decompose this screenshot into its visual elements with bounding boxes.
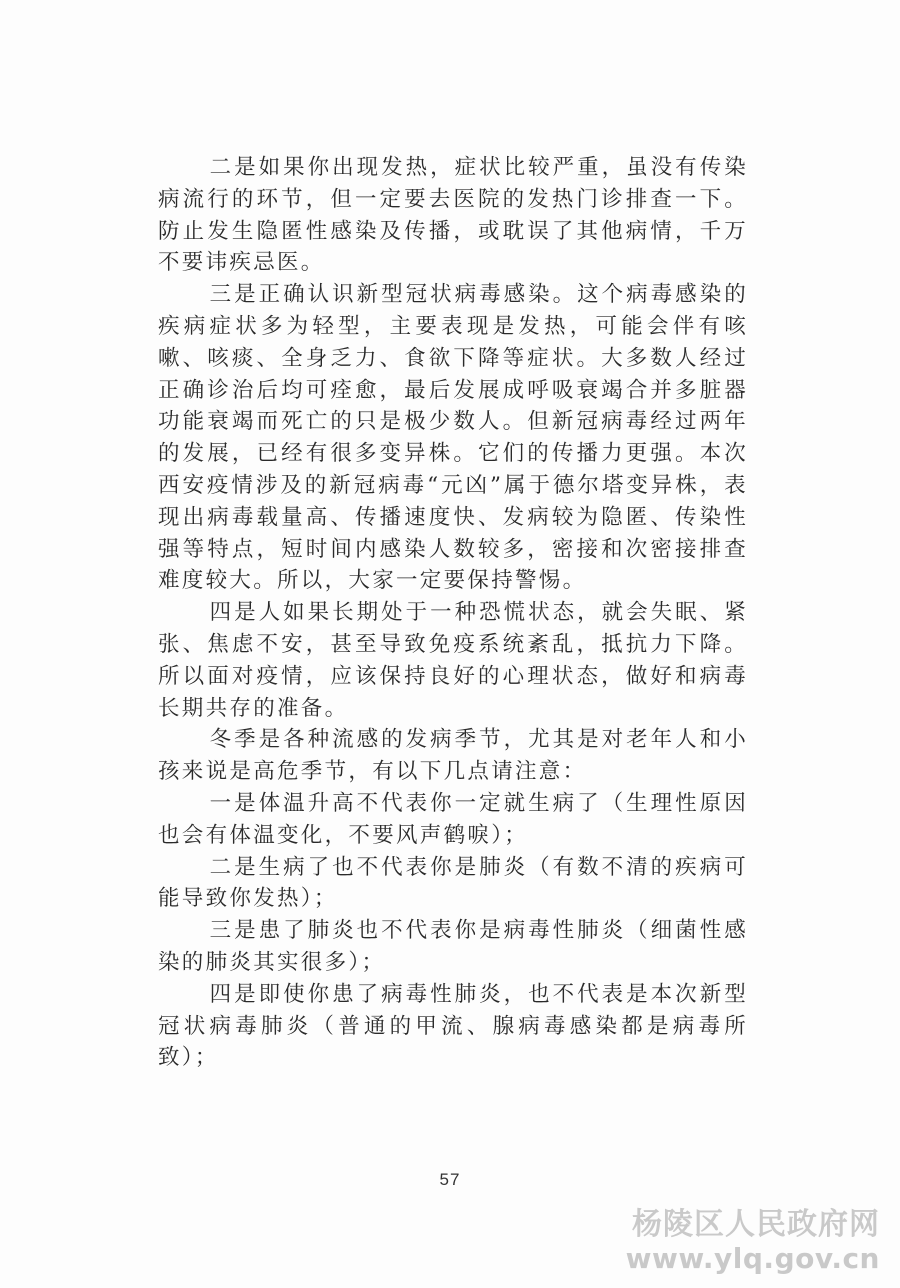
- list-item-pneumonia: 二是生病了也不代表你是肺炎（有数不清的疾病可能导致你发热）；: [158, 854, 748, 912]
- page-number: 57: [439, 1170, 461, 1189]
- body-text: [158, 152, 748, 1074]
- paragraph-four-panic: 四是人如果长期处于一种恐慌状态，就会失眠、紧张、焦虑不安，甚至导致免疫系统紊乱，抵抗力下降。所以面对疫情，应该保持良好的心理状态，做好和病毒长期共存的准备。: [158, 600, 748, 721]
- list-item-viral-pneumonia: 三是患了肺炎也不代表你是病毒性肺炎（细菌性感染的肺炎其实很多）；: [158, 918, 748, 975]
- paragraph-winter-flu: 冬季是各种流感的发病季节，尤其是对老年人和小孩来说是高危季节，有以下几点请注意：: [158, 727, 748, 785]
- paragraph-three-covid-awareness: 三是正确认识新型冠状病毒感染。这个病毒感染的疾病症状多为轻型，主要表现是发热，可能会伴有咳嗽、咳痰、全身乏力、食欲下降等症状。大多数人经过正确诊治后均可痊愈，最后发展成呼吸衰竭合并多脏器功能衰竭而死亡的只是极少数人。但新冠病毒经过两年的发展，已经有很多变异株。它们的传播力更强。本次西安疫情涉及的新冠病毒“元凶”属于德尔塔变异株，表现出病毒载量高、传播速度快、发病较为隐匿、传染性强等特点，短时间内感染人数较多，密接和次密接排查难度较大。所以，大家一定要保持警惕。: [158, 282, 748, 594]
- list-item-novel-coronavirus: 四是即使你患了病毒性肺炎，也不代表是本次新型冠状病毒肺炎（普通的甲流、腺病毒感染都是病毒所致）；: [158, 981, 748, 1071]
- site-watermark: [600, 1208, 880, 1275]
- paragraph-two-fever: 二是如果你出现发热，症状比较严重，虽没有传染病流行的环节，但一定要去医院的发热门诊排查一下。防止发生隐匿性感染及传播，或耽误了其他病情，千万不要讳疾忌医。: [158, 155, 748, 276]
- watermark-site-name: 杨陵区人民政府网: [632, 1207, 880, 1242]
- watermark-url: www.ylq.gov.cn: [625, 1241, 880, 1275]
- list-item-temperature: 一是体温升高不代表你一定就生病了（生理性原因也会有体温变化，不要风声鹤唳）；: [158, 790, 748, 848]
